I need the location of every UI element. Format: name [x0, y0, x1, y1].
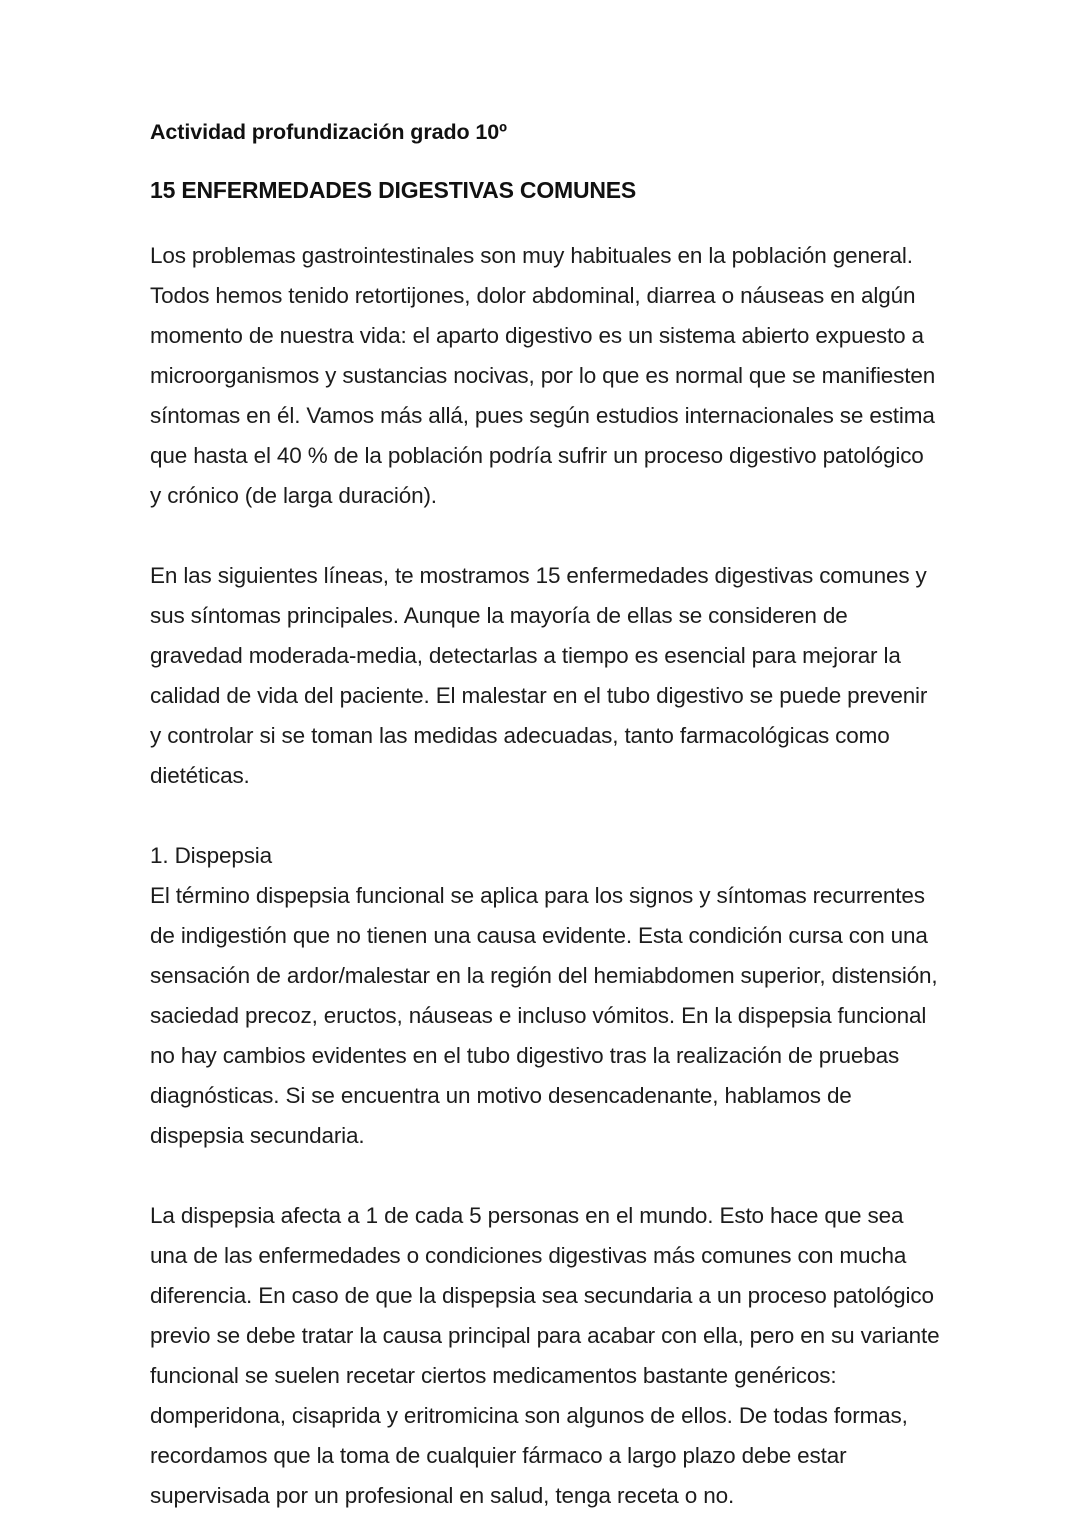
document-body — [150, 118, 940, 1516]
paragraph-dispepsia-2: La dispepsia afecta a 1 de cada 5 personas en el mundo. Esto hace que sea una de las enfermedades o condiciones digestivas más comunes con mucha diferencia. En caso de que la dispepsia sea secundaria a un proceso patológico previo se debe tratar la causa principal para acabar con ella, pero en su variante funcional se suelen recetar ciertos medicamentos bastante genéricos: domperidona, cisaprida y eritromicina son algunos de ellos. De todas formas, recordamos que la toma de cualquier fármaco a largo plazo debe estar supervisada por un profesional en salud, tenga receta o no. — [150, 1203, 940, 1509]
paragraph-spacer — [150, 516, 940, 556]
document-subtitle: 15 ENFERMEDADES DIGESTIVAS COMUNES — [150, 177, 637, 204]
section-heading-dispepsia: 1. Dispepsia — [150, 843, 273, 869]
document-title: Actividad profundización grado 10º — [150, 120, 507, 144]
paragraph-spacer — [150, 796, 940, 836]
paragraph-spacer — [150, 1156, 940, 1196]
paragraph-intro-1: Los problemas gastrointestinales son muy habituales en la población general. Todos hemos tenido retortijones, dolor abdominal, diarrea o náuseas en algún momento de nuestra vida: el aparto digestivo es un sistema abierto expuesto a microorganismos y sustancias nocivas, por lo que es normal que se manifiesten síntomas en él. Vamos más allá, pues según estudios internacionales se estima que hasta el 40 % de la población podría sufrir un proceso digestivo patológico y crónico (de larga duración). — [150, 243, 936, 509]
paragraph-intro-2: En las siguientes líneas, te mostramos 15 enfermedades digestivas comunes y sus síntomas principales. Aunque la mayoría de ellas se consideren de gravedad moderada-media, detectarlas a tiempo es esencial para mejorar la calidad de vida del paciente. El malestar en el tubo digestivo se puede prevenir y controlar si se toman las medidas adecuadas, tanto farmacológicas como dietéticas. — [150, 563, 928, 789]
paragraph-dispepsia-1: El término dispepsia funcional se aplica para los signos y síntomas recurrentes de indigestión que no tienen una causa evidente. Esta condición cursa con una sensación de ardor/malestar en la región del hemiabdomen superior, distensión, saciedad precoz, eructos, náuseas e incluso vómitos. En la dispepsia funcional no hay cambios evidentes en el tubo digestivo tras la realización de pruebas diagnósticas. Si se encuentra un motivo desencadenante, hablamos de dispepsia secundaria. — [150, 883, 938, 1149]
